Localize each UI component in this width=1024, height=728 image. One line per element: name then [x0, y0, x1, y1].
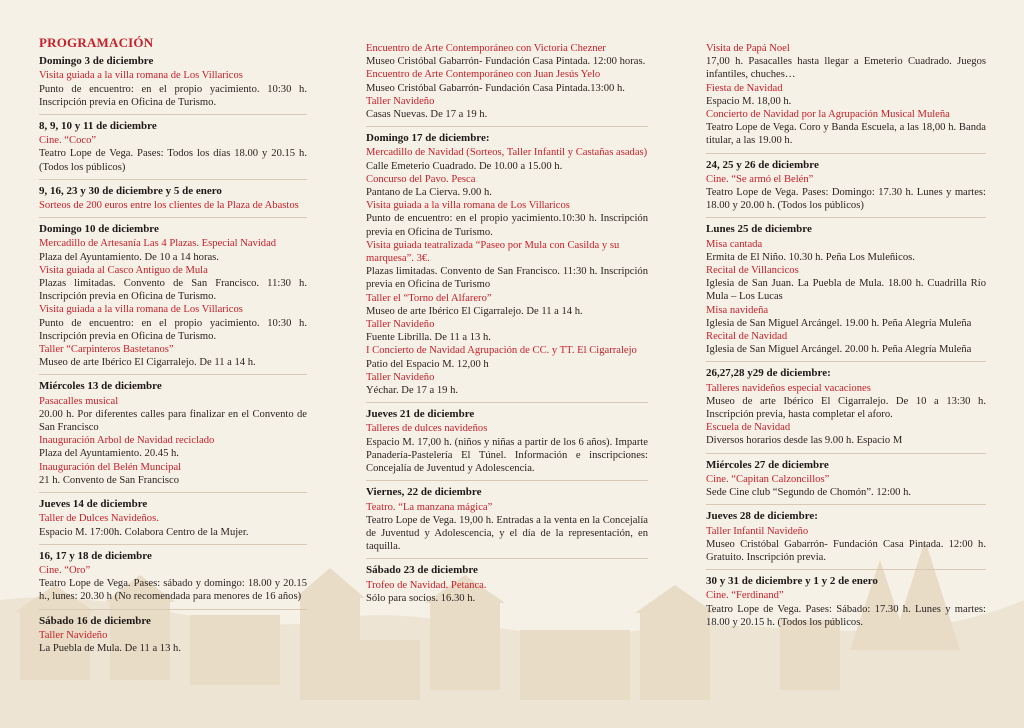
event-title: Taller de Dulces Navideños. [39, 513, 159, 525]
event-details: Espacio M. 17,00 h. (niños y niñas a partir de los 6 años). Imparte Panadería-Pastelería El Túnel. Información e inscripciones: Concejalía de Juventud y Adolescencia. [366, 436, 648, 475]
event-item [706, 264, 986, 304]
program-day-section [706, 159, 986, 213]
event-details: Plazas limitadas. Convento de San Francisco. 11:30 h. Inscripción previa en Oficina de Turismo [366, 266, 648, 291]
program-day-section [706, 42, 986, 148]
event-title: Pasacalles musical [39, 395, 119, 407]
event-details: Punto de encuentro: en el propio yacimiento. 10:30 h. Inscripción previa en Oficina de Turismo. [39, 317, 307, 342]
event-item [366, 68, 648, 94]
program-day-section [39, 120, 307, 174]
event-title: Cine. “Oro” [39, 564, 91, 576]
event-title: Taller el “Torno del Alfarero” [366, 292, 492, 304]
event-details: Patio del Espacio M. 12,00 h [366, 358, 489, 370]
event-details: 17,00 h. Pasacalles hasta llegar a Emeterio Cuadrado. Juegos infantiles, chuches… [706, 56, 986, 81]
section-divider [366, 126, 648, 127]
event-title: Mercadillo de Artesanía Las 4 Plazas. Especial Navidad [39, 238, 277, 250]
event-title: Trofeo de Navidad. Petanca. [366, 579, 487, 591]
event-item [366, 199, 648, 239]
program-day-section [706, 510, 986, 564]
section-divider [366, 480, 648, 481]
event-title: Inauguración Arbol de Navidad reciclado [39, 435, 215, 447]
event-item [706, 238, 986, 264]
event-date: Sábado 23 de diciembre [366, 564, 478, 577]
program-column-2 [366, 42, 648, 610]
event-date: 16, 17 y 18 de diciembre [39, 549, 152, 562]
event-item [706, 525, 986, 565]
section-divider [706, 217, 986, 218]
event-item [366, 95, 648, 121]
event-details: Museo de arte Ibérico El Cigarralejo. De 11 a 14 h. [366, 305, 583, 317]
program-day-section [39, 498, 307, 539]
event-title: Taller Navideño [366, 371, 435, 383]
event-title: Misa navideña [706, 304, 769, 316]
event-date: Jueves 21 de diciembre [366, 408, 475, 421]
event-item [39, 199, 307, 212]
event-details: 20.00 h. Por diferentes calles para finalizar en el Convento de San Francisco [39, 408, 307, 434]
section-divider [706, 153, 986, 154]
event-date: Domingo 10 de diciembre [39, 223, 159, 236]
event-item [366, 173, 648, 199]
section-divider [39, 374, 307, 375]
event-title: Concierto de Navidad por la Agrupación Musical Muleña [706, 109, 950, 121]
event-details: Calle Emeterio Cuadrado. De 10.00 a 15.00 h. [366, 160, 563, 172]
event-title: Cine. “Ferdinand” [706, 590, 784, 602]
event-item [706, 304, 986, 330]
event-date: 9, 16, 23 y 30 de diciembre y 5 de enero [39, 184, 222, 197]
event-details: Teatro Lope de Vega. Pases: Sábado: 17.30 h. Lunes y martes: 18.00 y 20.15 h. (Todos los públicos. [706, 603, 986, 628]
event-item [366, 501, 648, 554]
event-date: Miércoles 27 de diciembre [706, 458, 829, 471]
event-details: Teatro Lope de Vega. 19,00 h. Entradas a la venta en la Concejalía de Juventud y Adolescencia, y el día de la representación, en taquilla. [366, 514, 648, 553]
event-item [366, 292, 648, 318]
event-details: Diversos horarios desde las 9.00 h. Espacio M [706, 435, 903, 447]
event-details: Ermita de El Niño. 10.30 h. Peña Los Muleñicos. [706, 251, 915, 263]
event-details: Iglesia de San Juan. La Puebla de Mula. 18.00 h. Cuadrilla Río Mula – Los Lucas [706, 278, 986, 303]
event-title: Recital de Villancicos [706, 265, 799, 277]
event-title: Teatro. “La manzana mágica” [366, 501, 493, 513]
event-item [366, 422, 648, 475]
page-title: PROGRAMACIÓN [39, 35, 154, 50]
event-title: Recital de Navidad [706, 331, 788, 343]
event-title: Sorteos de 200 euros entre los clientes de la Plaza de Abastos [39, 200, 299, 212]
event-details: Espacio M. 17:00h. Colabora Centro de la Mujer. [39, 526, 249, 538]
event-details: Espacio M. 18,00 h. [706, 95, 792, 107]
event-details: Iglesia de San Miguel Arcángel. 19.00 h. Peña Alegría Muleña [706, 317, 972, 329]
event-title: Inauguración del Belén Muncipal [39, 461, 182, 473]
event-title: Encuentro de Arte Contemporáneo con Juan Jesús Yelo [366, 69, 601, 81]
section-divider [706, 569, 986, 570]
event-item [39, 434, 307, 460]
event-details: Museo Cristóbal Gabarrón- Fundación Casa Pintada.13:00 h. [366, 82, 625, 94]
event-item [706, 589, 986, 629]
program-day-section [39, 185, 307, 212]
event-item [39, 237, 307, 263]
event-date: Domingo 3 de diciembre [39, 55, 154, 68]
event-title: Concurso del Pavo. Pesca [366, 173, 476, 185]
event-item [366, 344, 648, 370]
event-title: Cine. “Coco” [39, 135, 97, 147]
program-day-section [39, 615, 307, 656]
event-title: Visita guiada a la villa romana de Los Villaricos [39, 70, 243, 82]
event-item [39, 264, 307, 304]
event-item [39, 303, 307, 343]
program-day-section [39, 55, 307, 109]
event-item [39, 69, 307, 109]
event-details: Teatro Lope de Vega. Pases: sábado y domingo: 18.00 y 20.15 h., lunes: 20.30 h (No recomendada para menores de 16 años) [39, 578, 307, 603]
program-day-section [366, 564, 648, 605]
event-item [706, 473, 986, 499]
event-date: Jueves 14 de diciembre [39, 498, 148, 511]
event-item [366, 42, 648, 68]
section-divider [39, 609, 307, 610]
event-details: Museo Cristóbal Gabarrón- Fundación Casa Pintada. 12:00 h. Gratuito. Inscripción previa. [706, 538, 986, 563]
event-date: Viernes, 22 de diciembre [366, 486, 482, 499]
event-title: Visita de Papá Noel [706, 43, 790, 54]
event-title: Visita guiada a la villa romana de Los Villaricos [366, 200, 570, 212]
event-details: Fuente Librilla. De 11 a 13 h. [366, 332, 491, 344]
event-details: Sólo para socios. 16.30 h. [366, 592, 476, 604]
event-date: 30 y 31 de diciembre y 1 y 2 de enero [706, 575, 878, 588]
event-details: Punto de encuentro: en el propio yacimiento. 10:30 h. Inscripción previa en Oficina de Turismo. [39, 83, 307, 108]
event-title: Talleres de dulces navideños [366, 423, 488, 435]
event-title: Visita guiada a la villa romana de Los Villaricos [39, 304, 243, 316]
event-title: Mercadillo de Navidad (Sorteos, Taller Infantil y Castañas asadas) [366, 147, 648, 159]
section-divider [39, 217, 307, 218]
section-divider [706, 361, 986, 362]
event-details: Plaza del Ayuntamiento. De 10 a 14 horas. [39, 251, 219, 263]
event-details: Teatro Lope de Vega. Coro y Banda Escuela, a las 18,00 h. Banda titular, a las 19.00 h. [706, 122, 986, 147]
event-details: Plaza del Ayuntamiento. 20.45 h. [39, 448, 179, 460]
event-date: Miércoles 13 de diciembre [39, 380, 162, 393]
event-title: I Concierto de Navidad Agrupación de CC. y TT. El Cigarralejo [366, 345, 637, 357]
event-item [39, 629, 307, 655]
event-item [706, 173, 986, 213]
event-title: Visita guiada teatralizada “Paseo por Mula con Casilda y su marquesa”. 3€. [366, 239, 620, 265]
program-day-section [366, 42, 648, 121]
section-divider [39, 544, 307, 545]
section-divider [39, 179, 307, 180]
event-title: Fiesta de Navidad [706, 82, 783, 94]
program-day-section [366, 132, 648, 397]
event-item [366, 579, 648, 605]
section-divider [39, 492, 307, 493]
event-details: Iglesia de San Miguel Arcángel. 20.00 h. Peña Alegría Muleña [706, 344, 972, 356]
event-title: Misa cantada [706, 238, 763, 250]
section-divider [366, 558, 648, 559]
event-details: Plazas limitadas. Convento de San Francisco. 11:30 h. Inscripción previa en Oficina de Turismo. [39, 278, 307, 303]
program-day-section [39, 223, 307, 369]
column-sections [706, 42, 986, 629]
event-details: Casas Nuevas. De 17 a 19 h. [366, 109, 488, 121]
event-date: 26,27,28 y29 de diciembre: [706, 367, 831, 380]
event-item [706, 421, 986, 447]
event-title: Taller Infantil Navideño [706, 525, 809, 537]
event-item [706, 330, 986, 356]
event-date: Domingo 17 de diciembre: [366, 132, 490, 145]
event-title: Escuela de Navidad [706, 422, 791, 434]
event-title: Taller “Carpinteros Bastetanos” [39, 344, 174, 356]
event-item [706, 382, 986, 422]
event-title: Encuentro de Arte Contemporáneo con Victoria Chezner [366, 43, 606, 54]
program-column-3 [706, 42, 986, 634]
event-title: Taller Navideño [366, 319, 435, 331]
event-details: 21 h. Convento de San Francisco [39, 474, 180, 486]
section-divider [706, 453, 986, 454]
event-title: Taller Navideño [366, 95, 435, 107]
event-item [366, 371, 648, 397]
program-day-section [39, 550, 307, 604]
event-details: Teatro Lope de Vega. Pases: Todos los días 18.00 y 20.15 h. (Todos los públicos) [39, 148, 307, 173]
event-item [706, 108, 986, 148]
event-item [706, 82, 986, 108]
event-date: Lunes 25 de diciembre [706, 223, 812, 236]
program-day-section [39, 380, 307, 487]
section-divider [39, 114, 307, 115]
event-title: Cine. “Se armó el Belén” [706, 173, 814, 185]
event-item [39, 461, 307, 487]
program-column-1 [39, 36, 307, 660]
event-item [366, 239, 648, 292]
program-day-section [366, 486, 648, 553]
event-date: 24, 25 y 26 de diciembre [706, 158, 819, 171]
event-item [39, 134, 307, 174]
program-day-section [706, 223, 986, 356]
event-item [706, 42, 986, 82]
event-date: Sábado 16 de diciembre [39, 614, 151, 627]
event-details: Punto de encuentro: en el propio yacimiento.10:30 h. Inscripción previa en Oficina de Turismo. [366, 213, 648, 238]
event-title: Cine. “Capitan Calzoncillos” [706, 473, 830, 485]
program-day-section [366, 408, 648, 475]
event-item [39, 512, 307, 538]
event-details: Teatro Lope de Vega. Pases: Domingo: 17.30 h. Lunes y martes: 18.00 y 20.00 h. (Todos los públicos) [706, 187, 986, 212]
program-day-section [706, 459, 986, 500]
event-title: Talleres navideños especial vacaciones [706, 382, 871, 394]
event-details: La Puebla de Mula. De 11 a 13 h. [39, 642, 181, 654]
event-details: Museo de arte Ibérico El Cigarralejo. De 11 a 14 h. [39, 357, 256, 369]
event-details: Museo Cristóbal Gabarrón- Fundación Casa Pintada. 12:00 horas. [366, 56, 646, 68]
event-date: Jueves 28 de diciembre: [706, 510, 818, 523]
event-item [39, 343, 307, 369]
event-details: Sede Cine club “Segundo de Chomón”. 12:00 h. [706, 487, 912, 499]
column-sections [39, 55, 307, 655]
event-details: Museo de arte Ibérico El Cigarralejo. De 10 a 13:30 h. Inscripción previa, hasta completar el aforo. [706, 395, 986, 421]
event-date: 8, 9, 10 y 11 de diciembre [39, 120, 157, 133]
event-details: Pantano de La Cierva. 9.00 h. [366, 187, 492, 199]
section-divider [366, 402, 648, 403]
section-divider [706, 504, 986, 505]
program-day-section [706, 367, 986, 447]
program-day-section [706, 575, 986, 629]
event-item [366, 146, 648, 172]
event-item [39, 395, 307, 435]
event-item [366, 318, 648, 344]
column-sections [366, 42, 648, 605]
event-title: Taller Navideño [39, 629, 108, 641]
event-title: Visita guiada al Casco Antiguo de Mula [39, 264, 208, 276]
event-details: Yéchar. De 17 a 19 h. [366, 385, 459, 397]
event-item [39, 564, 307, 604]
